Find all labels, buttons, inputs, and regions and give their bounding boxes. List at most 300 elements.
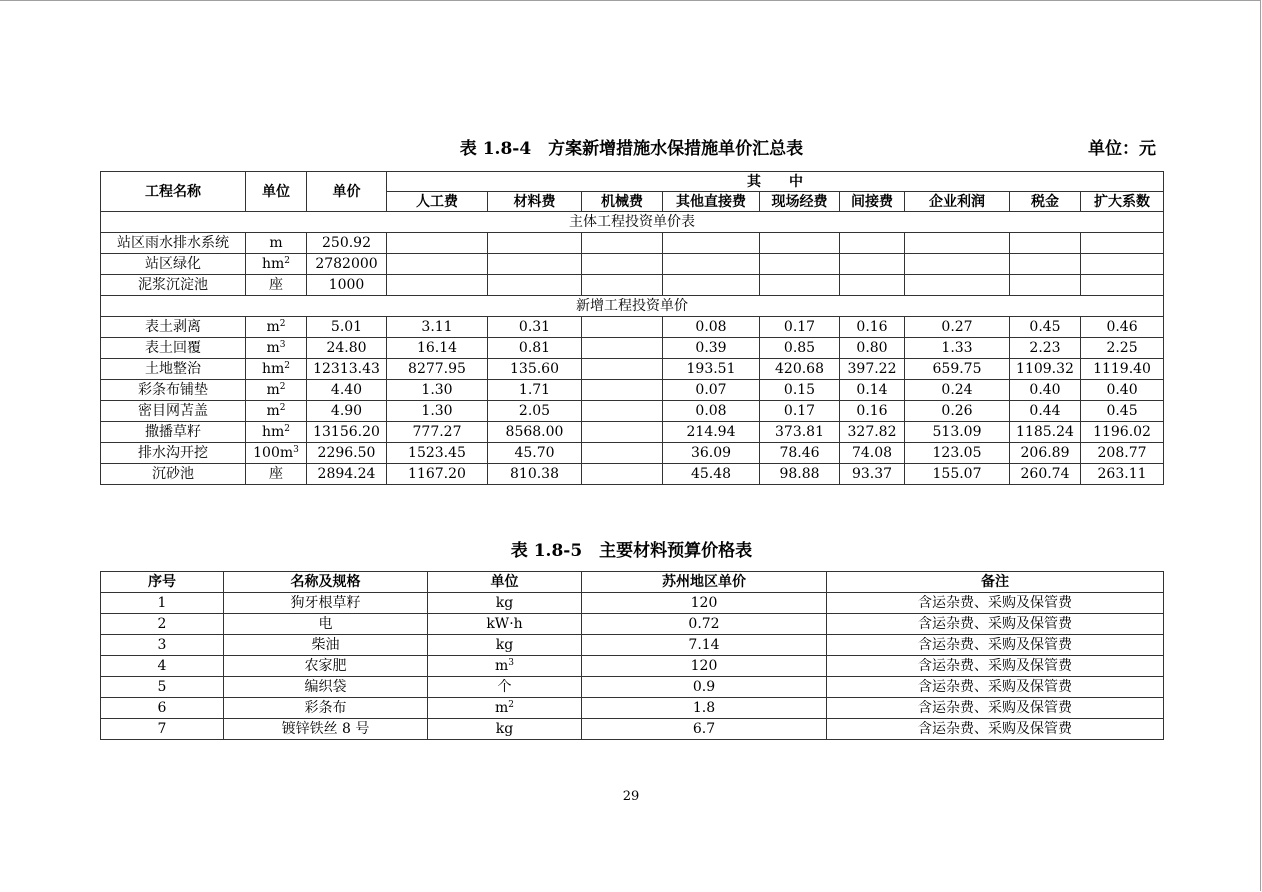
cell-name [101,401,246,422]
cell-price [582,614,827,635]
cell-empty [1081,275,1164,296]
cell-value [1081,443,1164,464]
header-sub-8-text: 扩大系数 [1094,193,1151,210]
cell-value [663,359,760,380]
cell-unit [428,719,582,740]
cell-value [488,443,582,464]
cell-note-text: 含运杂费、采购及保管费 [918,679,1072,695]
cell-value [582,401,663,422]
cell-value [488,317,582,338]
cell-unit [246,359,307,380]
table2-body [101,593,1164,740]
cell-value [663,401,760,422]
cell-value [387,422,488,443]
cell-value-text: 193.51 [686,361,736,377]
cell-name [101,422,246,443]
cell-unit-text: hm [261,256,285,272]
cell-unit-text: m [269,235,283,251]
cell-no-text: 2 [157,616,167,632]
cell-price [582,698,827,719]
cell-value [488,359,582,380]
cell-empty [840,254,905,275]
cell-unit-superscript: 2 [284,361,291,371]
cell-value [1010,443,1081,464]
cell-value [488,422,582,443]
cell-value-text: 155.07 [932,466,982,482]
cell-price [582,719,827,740]
cell-unit-text: hm [261,361,285,377]
cell-value [663,422,760,443]
cell-empty [488,275,582,296]
cell-name-text: 农家肥 [304,658,347,674]
cell-value [663,380,760,401]
cell-value-text: 0.45 [1106,403,1138,419]
cell-note [827,614,1164,635]
cell-value [840,464,905,485]
cell-value-text: 3.11 [421,319,453,335]
table-row [101,380,1164,401]
cell-price-text: 1000 [328,277,365,293]
cell-empty [582,233,663,254]
cell-value [1010,380,1081,401]
cell-value-text: 0.08 [695,319,727,335]
cell-value [1081,422,1164,443]
cell-value-text: 0.40 [1106,382,1138,398]
cell-value-text: 420.68 [775,361,824,377]
cell-price [307,464,387,485]
cell-unit-superscript: 2 [284,424,291,434]
cell-unit-text: 座 [269,277,283,293]
cell-unit-superscript: 2 [279,382,286,392]
cell-unit [246,422,307,443]
cell-value [582,317,663,338]
cell-name-text: 站区绿化 [145,256,201,272]
header-sub-3-text: 其他直接费 [676,193,746,210]
cell-unit-superscript: 2 [508,700,514,710]
cell-value-text: 93.37 [851,466,893,482]
cell-value-text: 0.85 [783,340,816,356]
cell-value [1010,338,1081,359]
cell-unit [428,656,582,677]
cell-value [840,443,905,464]
cell-value-text: 2.23 [1029,340,1061,356]
header-sub-7-text: 税金 [1031,193,1059,210]
cell-name-text: 沉砂池 [152,466,194,482]
cell-name [224,635,428,656]
cell-price-text: 13156.20 [313,424,380,440]
cell-value [387,401,488,422]
cell-name-text: 土地整治 [145,361,201,377]
cell-value-text: 327.82 [847,424,897,440]
cell-value-text: 373.81 [775,424,824,440]
cell-value [387,464,488,485]
cell-note-text: 含运杂费、采购及保管费 [918,658,1072,674]
cell-unit-text: m [266,403,280,419]
cell-name-text: 表土剥离 [145,319,201,335]
cell-value [760,422,840,443]
cell-unit-text: kg [495,595,514,611]
section-row-new [101,296,1164,317]
cell-no-text: 1 [157,595,167,611]
cell-value-text: 777.27 [412,424,462,440]
cell-no [101,593,224,614]
header-sub-7 [1010,192,1081,212]
cell-price-text: 2894.24 [317,466,376,482]
table-row [101,614,1164,635]
cell-value [1081,401,1164,422]
cell-name [224,656,428,677]
cell-unit [246,380,307,401]
cell-empty [387,275,488,296]
cell-value [582,359,663,380]
table2-header-2 [428,572,582,593]
header-sub-4 [760,192,840,212]
cell-value-text: 0.14 [856,382,888,398]
cell-name [224,593,428,614]
cell-name [101,359,246,380]
cell-note [827,635,1164,656]
cell-value [760,317,840,338]
cell-note-text: 含运杂费、采购及保管费 [918,721,1072,737]
cell-price-text: 0.9 [692,679,716,695]
cell-price-text: 120 [690,595,718,611]
cell-name [101,443,246,464]
cell-empty [1081,233,1164,254]
cell-name [224,677,428,698]
cell-value [840,338,905,359]
cell-no-text: 4 [157,658,167,674]
cell-price-text: 24.80 [326,340,367,356]
cell-value [582,443,663,464]
cell-value-text: 45.48 [690,466,732,482]
table-row [101,656,1164,677]
cell-value [663,443,760,464]
table-row [101,422,1164,443]
cell-value [1081,359,1164,380]
cell-value-text: 135.60 [510,361,559,377]
cell-value-text: 1.30 [421,382,453,398]
header-sub-2-text: 机械费 [601,193,643,210]
cell-value-text: 0.80 [856,340,888,356]
cell-value [1010,422,1081,443]
cell-price-text: 4.90 [330,403,363,419]
cell-value [1010,401,1081,422]
cell-unit-text: 座 [269,466,283,482]
cell-note-text: 含运杂费、采购及保管费 [918,616,1072,632]
cell-value [760,380,840,401]
cell-unit-text: m [494,658,509,674]
cell-name-text: 排水沟开挖 [138,445,208,461]
cell-price [582,656,827,677]
cell-empty [663,254,760,275]
cell-empty [905,275,1010,296]
cell-value-text: 659.75 [932,361,982,377]
cell-price-text: 6.7 [692,721,716,737]
table-row [101,719,1164,740]
cell-value [905,443,1010,464]
section-row-main-label-text: 主体工程投资单价表 [569,214,696,230]
cell-unit-superscript: 2 [279,319,286,329]
cell-value-text: 98.88 [779,466,820,482]
cell-no [101,698,224,719]
table-row [101,593,1164,614]
cell-no [101,656,224,677]
cell-name-text: 镀锌铁丝 8 号 [281,721,370,737]
cell-note [827,656,1164,677]
table-row [101,275,1164,296]
cell-no [101,677,224,698]
header-sub-5 [840,192,905,212]
cell-unit [428,593,582,614]
table1-unit-label: 单位：元 [1088,139,1156,159]
cell-value [582,422,663,443]
cell-value-text: 0.15 [783,382,816,398]
cell-empty [488,233,582,254]
cell-price [307,422,387,443]
cell-note-text: 含运杂费、采购及保管费 [918,637,1072,653]
cell-empty [1010,254,1081,275]
cell-value-text: 78.46 [779,445,820,461]
cell-name-text: 彩条布 [304,700,347,716]
cell-price [307,275,387,296]
section-row-main-label [101,212,1164,233]
cell-value [1081,380,1164,401]
cell-name [101,254,246,275]
material-price-table [100,571,1164,740]
cell-value-text: 206.89 [1020,445,1070,461]
cell-value [582,380,663,401]
cell-empty [387,254,488,275]
cell-price [582,593,827,614]
cell-value-text: 0.17 [783,319,816,335]
cell-value-text: 0.08 [695,403,727,419]
cell-value-text: 74.08 [851,445,893,461]
cell-value [760,401,840,422]
cell-value-text: 1167.20 [408,466,466,482]
cell-value-text: 1109.32 [1016,361,1074,377]
header-sub-8 [1081,192,1164,212]
cell-price-text: 1.8 [692,700,716,716]
cell-value [905,401,1010,422]
cell-empty [387,233,488,254]
cell-note [827,677,1164,698]
cell-name-text: 表土回覆 [145,340,201,356]
cell-value [840,401,905,422]
cell-value-text: 0.40 [1029,382,1061,398]
header-sub-3 [663,192,760,212]
table2-header-4 [827,572,1164,593]
cell-name-text: 柴油 [311,637,340,653]
header-sub-6 [905,192,1010,212]
cell-value-text: 0.17 [783,403,816,419]
cell-name [101,338,246,359]
cell-value [840,380,905,401]
cell-value-text: 0.81 [518,340,551,356]
cell-unit [246,338,307,359]
cell-unit-superscript: 3 [508,658,514,668]
cell-value [905,359,1010,380]
section-row-new-label [101,296,1164,317]
cell-unit [428,635,582,656]
cell-value [905,380,1010,401]
cell-value-text: 1523.45 [408,445,466,461]
cell-name [101,233,246,254]
cell-price [582,677,827,698]
cell-unit [428,614,582,635]
cell-value [387,443,488,464]
cell-value-text: 0.39 [695,340,727,356]
cell-value [905,464,1010,485]
table-row [101,677,1164,698]
page-number: 29 [622,789,640,804]
cell-value [387,317,488,338]
cell-empty [840,275,905,296]
table1-title: 表 1.8-4 方案新增措施水保措施单价汇总表 [459,139,804,159]
cell-unit-text: kg [495,721,514,737]
section-row-new-label-text: 新增工程投资单价 [576,298,689,314]
cell-value-text: 214.94 [686,424,736,440]
cell-unit-text: m [266,382,280,398]
cell-value [582,464,663,485]
header-price: 单价 [307,172,387,212]
cell-price [307,380,387,401]
cell-value-text: 0.07 [695,382,727,398]
cell-value-text: 810.38 [510,466,559,482]
cell-empty [663,233,760,254]
cell-value [1010,464,1081,485]
table-row [101,443,1164,464]
header-sub-4-text: 现场经费 [771,193,828,210]
cell-value [663,464,760,485]
cell-empty [663,275,760,296]
cell-price-text: 120 [690,658,718,674]
cell-name-text: 编织袋 [304,679,347,695]
unit-price-summary-table [100,171,1164,485]
table-row [101,338,1164,359]
table-row [101,359,1164,380]
cell-price [582,635,827,656]
cell-value [840,317,905,338]
cell-unit [246,275,307,296]
cell-value [760,464,840,485]
cell-price-text: 2782000 [315,256,378,272]
cell-value-text: 123.05 [932,445,982,461]
cell-value [760,338,840,359]
cell-value-text: 513.09 [932,424,982,440]
cell-value [582,338,663,359]
cell-unit-text: kW·h [486,616,523,632]
table2-header-1 [224,572,428,593]
cell-value-text: 1196.02 [1093,424,1151,440]
cell-price-text: 250.92 [322,235,371,251]
cell-value [1010,359,1081,380]
cell-empty [840,233,905,254]
cell-name [224,698,428,719]
table2-header-1-text: 名称及规格 [290,574,361,590]
cell-value-text: 1119.40 [1093,361,1151,377]
header-group: 其 中 [387,172,1164,192]
cell-name-text: 泥浆沉淀池 [138,277,208,293]
cell-value [905,422,1010,443]
cell-value-text: 0.16 [856,319,888,335]
cell-note [827,698,1164,719]
cell-empty [488,254,582,275]
cell-value [840,359,905,380]
section-row-main [101,212,1164,233]
header-sub-0 [387,192,488,212]
cell-value-text: 16.14 [416,340,458,356]
cell-name [101,275,246,296]
table2-header-4-text: 备注 [981,574,1009,590]
table-row [101,254,1164,275]
cell-value-text: 1.33 [941,340,973,356]
header-sub-5-text: 间接费 [851,193,893,210]
cell-no [101,719,224,740]
cell-name [224,719,428,740]
cell-unit [246,464,307,485]
cell-unit [246,233,307,254]
table-row [101,401,1164,422]
cell-no [101,635,224,656]
cell-unit-text: kg [495,637,514,653]
table2-header-3 [582,572,827,593]
cell-price-text: 12313.43 [313,361,380,377]
cell-value-text: 0.31 [518,319,551,335]
cell-value-text: 2.25 [1106,340,1138,356]
cell-value [1010,317,1081,338]
cell-value-text: 8277.95 [408,361,466,377]
cell-unit-text: m [266,340,280,356]
cell-price [307,338,387,359]
cell-value [387,359,488,380]
cell-unit [428,677,582,698]
cell-value-text: 0.46 [1106,319,1138,335]
cell-note [827,593,1164,614]
cell-value-text: 0.27 [941,319,973,335]
cell-unit-text: 个 [497,679,512,695]
cell-price-text: 2296.50 [317,445,376,461]
table2-header-0 [101,572,224,593]
cell-value-text: 36.09 [690,445,732,461]
cell-value-text: 263.11 [1097,466,1147,482]
header-sub-6-text: 企业利润 [929,193,985,210]
cell-value-text: 0.44 [1029,403,1061,419]
table2-header-2-text: 单位 [490,574,519,590]
cell-empty [582,275,663,296]
cell-unit-superscript: 3 [293,445,299,455]
cell-unit [428,698,582,719]
cell-price [307,359,387,380]
cell-value [387,380,488,401]
cell-unit-text: m [266,319,280,335]
cell-value [488,380,582,401]
cell-price [307,401,387,422]
cell-empty [760,275,840,296]
table2-header-0-text: 序号 [148,574,176,590]
cell-no-text: 5 [157,679,167,695]
cell-value-text: 0.24 [941,382,973,398]
cell-empty [760,254,840,275]
cell-price [307,233,387,254]
cell-name-text: 电 [318,616,333,632]
header-sub-1 [488,192,582,212]
cell-name-text: 彩条布铺垫 [138,382,208,398]
cell-value [1081,464,1164,485]
cell-empty [1081,254,1164,275]
cell-value [840,422,905,443]
cell-unit [246,254,307,275]
cell-empty [760,233,840,254]
